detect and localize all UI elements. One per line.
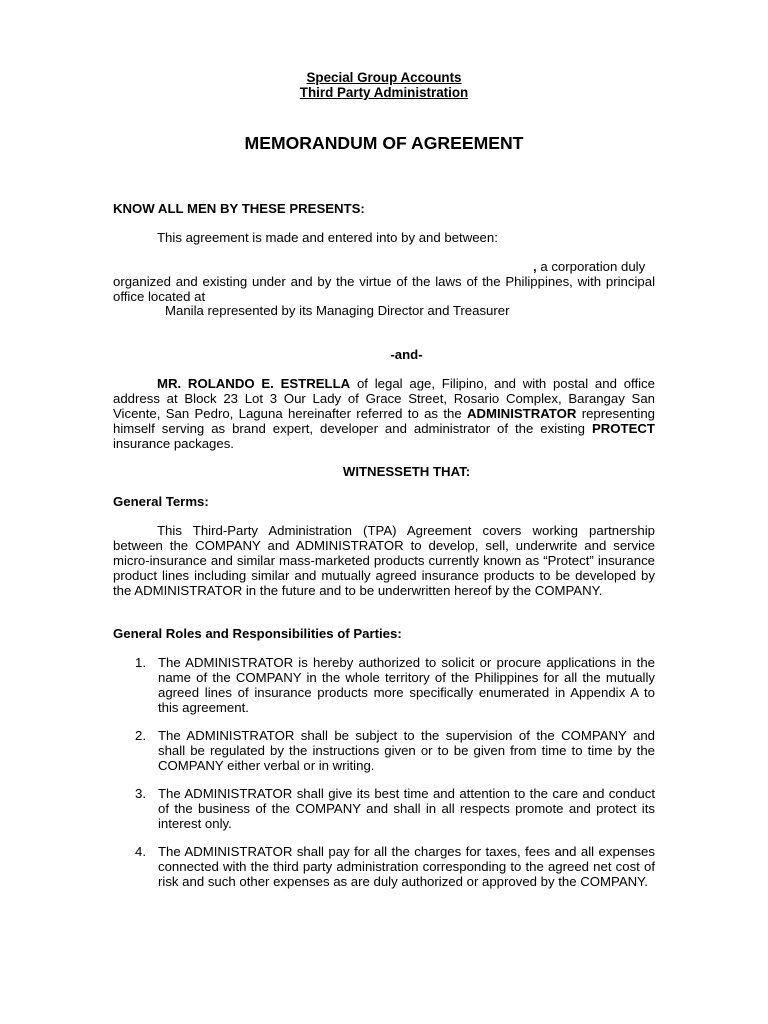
admin-text-3: insurance packages. <box>113 436 234 451</box>
list-item-number: 3. <box>135 786 146 801</box>
admin-name: MR. ROLANDO E. ESTRELLA <box>157 376 351 391</box>
know-all-heading: KNOW ALL MEN BY THESE PRESENTS: <box>113 201 365 216</box>
corp-text: organized and existing under and by the virtue of the laws of the Philippines, with principal office located at <box>113 274 655 304</box>
list-item-number: 4. <box>135 844 146 859</box>
roles-heading: General Roles and Responsibilities of Parties: <box>113 626 402 641</box>
general-terms-heading: General Terms: <box>113 494 209 509</box>
corp-text-start: a corporation duly <box>540 259 646 274</box>
list-item <box>113 655 655 715</box>
witnesseth-heading: WITNESSETH THAT: <box>342 464 471 479</box>
header-line-1: Special Group Accounts <box>306 70 462 85</box>
admin-text-1: of legal age, Filipino, and with postal and office address at Block 23 Lot 3 Our Lady of Grace Street, Rosario Complex, Barangay San Vicente, San Pedro, Laguna hereinafter referred to as the <box>113 376 655 421</box>
administrator-paragraph <box>113 376 655 451</box>
list-item-text: The ADMINISTRATOR is hereby authorized to solicit or procure applications in the name of the COMPANY in the whole territory of the Philippines for all the mutually agreed lines of insurance products more specifically enumerated in Appendix A to this agreement. <box>158 655 655 715</box>
list-item <box>113 728 655 773</box>
intro-paragraph: This agreement is made and entered into by and between: <box>157 230 498 245</box>
list-item <box>113 786 655 831</box>
corp-manila-line: Manila represented by its Managing Director and Treasurer <box>165 303 510 318</box>
admin-text-2: representing himself serving as brand expert, developer and administrator of the existing <box>113 406 655 436</box>
corporation-paragraph <box>113 259 655 304</box>
list-item <box>113 844 655 889</box>
admin-role: ADMINISTRATOR <box>466 406 577 421</box>
list-item-number: 1. <box>135 655 146 670</box>
list-item-text: The ADMINISTRATOR shall give its best time and attention to the care and conduct of the business of the COMPANY and shall in all respects promote and protect its interest only. <box>158 786 655 831</box>
corp-comma: , <box>533 259 537 274</box>
document-title: MEMORANDUM OF AGREEMENT <box>244 133 524 153</box>
list-item-number: 2. <box>135 728 146 743</box>
and-separator: -and- <box>390 347 423 362</box>
general-terms-body: This Third-Party Administration (TPA) Agreement covers working partnership between the COMPANY and ADMINISTRATOR to develop, sell, underwrite and service micro-insurance and similar mass-marketed products currently known as “Protect” insurance product lines including similar and mutually agreed insurance products to be developed by the ADMINISTRATOR in the future and to be underwritten hereof by the COMPANY. <box>113 523 655 598</box>
list-item-text: The ADMINISTRATOR shall be subject to the supervision of the COMPANY and shall be regulated by the instructions given or to be given from time to time by the COMPANY either verbal or in writing. <box>158 728 655 773</box>
header-line-2: Third Party Administration <box>299 85 469 100</box>
list-item-text: The ADMINISTRATOR shall pay for all the charges for taxes, fees and all expenses connected with the third party administration corresponding to the agreed net cost of risk and such other expenses as are duly authorized or approved by the COMPANY. <box>158 844 655 889</box>
admin-product: PROTECT <box>591 421 655 436</box>
